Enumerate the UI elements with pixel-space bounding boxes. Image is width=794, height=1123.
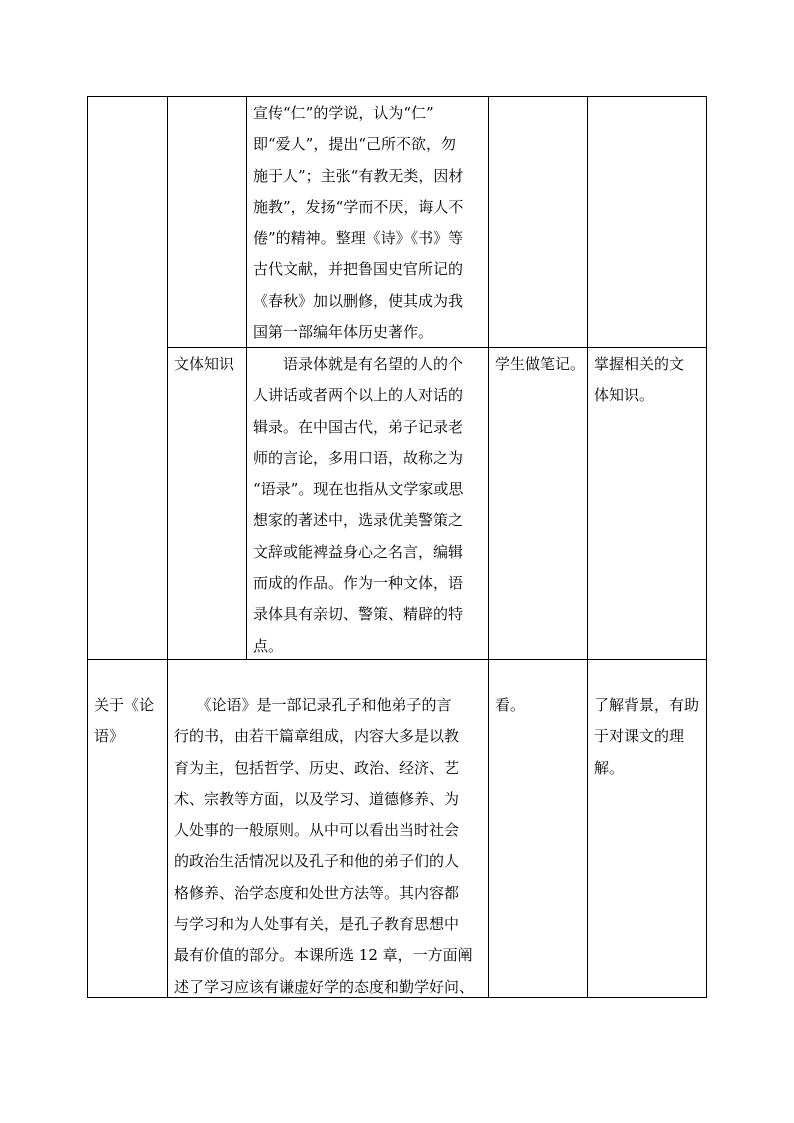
sub-label: 文体知识	[174, 355, 235, 373]
row2-sublabel-cell	[174, 349, 234, 380]
col-divider-2	[246, 96, 247, 660]
content-line: 育为主，包括哲学、历史、政治、经济、艺	[174, 758, 460, 777]
row3-content-cell	[174, 690, 474, 1003]
row2-goal-cell	[594, 349, 684, 412]
content-line: 国第一部编年体历史著作。	[253, 323, 434, 342]
row3-goal-cell	[594, 690, 699, 784]
content-line: 人处事的一般原则。从中可以看出当时社会	[174, 821, 460, 840]
content-line: 录体具有亲切、警策、精辟的特	[253, 605, 464, 624]
content-line: 格修养、治学态度和处世方法等。其内容都	[174, 883, 460, 902]
content-line: 与学习和为人处事有关，是孔子教育思想中	[174, 915, 460, 934]
content-line: 最有价值的部分。本课所选 12 章，一方面阐	[174, 946, 473, 965]
content-line: 辑录。在中国古代，弟子记录老	[253, 417, 464, 436]
content-line: “语录”。现在也指从文学家或思	[253, 480, 464, 499]
goal-line: 掌握相关的文	[594, 355, 685, 373]
content-line: 点。	[253, 636, 284, 655]
content-line: 倦”的精神。整理《诗》《书》等	[253, 229, 464, 248]
content-line: 《论语》是一部记录孔子和他弟子的言	[174, 696, 452, 714]
row1-content-cell	[253, 98, 463, 348]
content-line: 行的书，由若干篇章组成，内容大多是以教	[174, 727, 460, 746]
content-line: 施教”，发扬“学而不厌，诲人不	[253, 197, 464, 216]
table-right-border	[706, 96, 707, 998]
row3-label-cell	[94, 690, 154, 753]
content-line: 文辞或能裨益身心之名言，编辑	[253, 542, 464, 561]
content-line: 述了学习应该有谦虚好学的态度和勤学好问、	[174, 977, 475, 996]
content-line: 《春秋》加以删修，使其成为我	[253, 291, 464, 310]
col-divider-4	[587, 96, 588, 998]
content-line: 想家的著述中，选录优美警策之	[253, 511, 464, 530]
goal-line: 了解背景，有助	[594, 696, 700, 714]
student-activity: 学生做笔记。	[495, 355, 586, 373]
row-label-line: 关于《论	[94, 696, 155, 714]
table-top-border	[87, 96, 707, 97]
content-line: 施于人”；主张“有教无类，因材	[253, 166, 464, 185]
content-line: 宣传“仁”的学说，认为“仁”	[253, 104, 434, 122]
row2-activity-cell	[495, 349, 585, 380]
content-line: 术、宗教等方面，以及学习、道德修养、为	[174, 789, 460, 808]
row-label-line: 语》	[94, 727, 125, 746]
content-line: 古代文献，并把鲁国史官所记的	[253, 260, 464, 279]
row3-activity-cell	[495, 690, 525, 721]
content-line: 即“爱人”，提出“己所不欲，勿	[253, 135, 457, 154]
col-divider-1	[167, 96, 168, 998]
goal-line: 解。	[594, 758, 625, 777]
content-line: 的政治生活情况以及孔子和他的弟子们的人	[174, 852, 460, 871]
student-activity: 看。	[495, 696, 526, 714]
table-left-border	[87, 96, 88, 998]
content-line: 语录体就是有名望的人的个	[253, 355, 464, 373]
content-line: 人讲话或者两个以上的人对话的	[253, 386, 464, 405]
content-line: 而成的作品。作为一种文体，语	[253, 574, 464, 593]
col-divider-3	[488, 96, 489, 998]
content-line: 师的言论，多用口语，故称之为	[253, 448, 464, 467]
row2-content-cell	[253, 349, 463, 662]
goal-line: 于对课文的理	[594, 727, 685, 746]
goal-line: 体知识。	[594, 386, 655, 405]
